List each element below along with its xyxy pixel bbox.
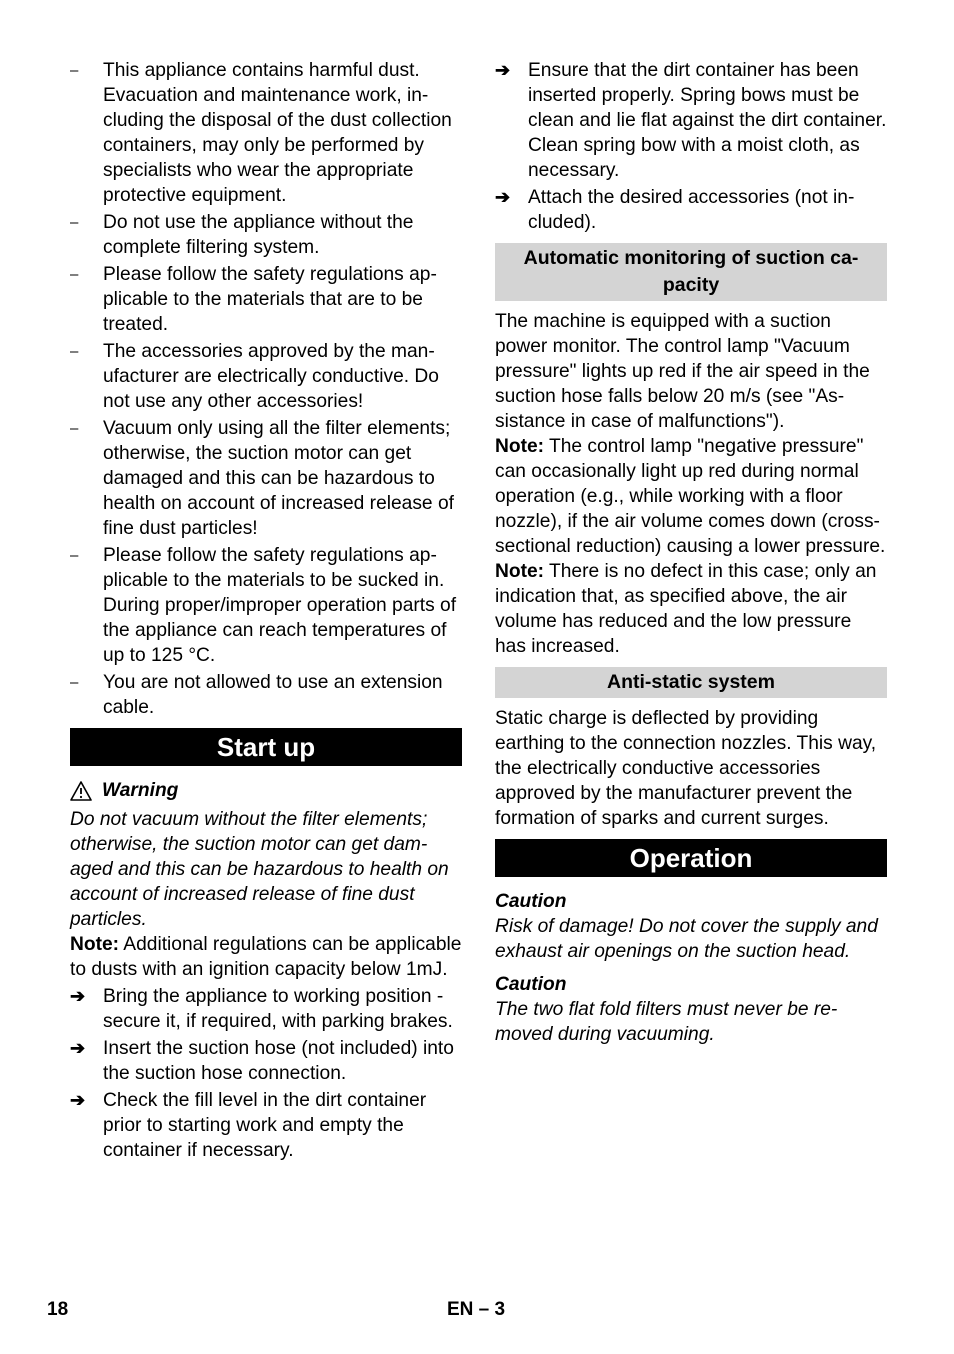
- note-paragraph: [495, 559, 887, 659]
- caution-text: Risk of damage! Do not cover the supply and exhaust air openings on the suction head.: [495, 916, 878, 962]
- list-item: [70, 210, 462, 260]
- dash-marker: –: [70, 547, 79, 564]
- caution-text: The two flat fold filters must never be removed during vacuuming.: [495, 999, 838, 1045]
- list-item-text: Attach the desired accessories (not included).: [528, 187, 855, 233]
- note-label: Note:: [495, 436, 545, 457]
- list-item: [70, 543, 462, 668]
- dash-marker: –: [70, 674, 79, 691]
- list-item-text: Insert the suction hose (not included) into the suction hose connection.: [103, 1038, 454, 1084]
- dash-marker: –: [70, 214, 79, 231]
- note-paragraph: [495, 434, 887, 559]
- note-text: There is no defect in this case; only an indication that, as specified above, the air volume has reduced and the low pressure has increased.: [495, 561, 877, 657]
- list-item-text: Vacuum only using all the filter elements; otherwise, the suction motor can get damaged and this can be hazardous to health on account of increased release of fine dust particles!: [103, 418, 454, 539]
- arrow-icon: ➔: [70, 1090, 86, 1110]
- list-item-text: Check the fill level in the dirt container prior to starting work and empty the container if necessary.: [103, 1090, 427, 1161]
- caution-label: Caution: [495, 974, 567, 995]
- auto-monitoring-text: The machine is equipped with a suction power monitor. The control lamp "Vacuum pressure" lights up red if the air speed in the suction hose falls below 20 m/s (see "Assistance in case of malfunctions").: [495, 311, 870, 432]
- start-up-steps: [70, 984, 462, 1163]
- right-column: [495, 58, 887, 1047]
- auto-monitoring-heading: Automatic monitoring of suction capacity: [495, 243, 887, 301]
- start-up-steps-continued: [495, 58, 887, 235]
- list-item-text: Ensure that the dirt container has been inserted properly. Spring bows must be clean and lie flat against the dirt container. Clean spring bow with a moist cloth, as necessary.: [528, 60, 887, 181]
- warning-label-row: [70, 778, 462, 803]
- list-item: [70, 984, 462, 1034]
- left-column: [70, 58, 462, 1165]
- anti-static-heading: Anti-static system: [495, 667, 887, 698]
- warning-label: Warning: [102, 780, 179, 801]
- list-item: [495, 58, 887, 183]
- list-item-text: Bring the appliance to working position - secure it, if required, with parking brakes.: [103, 986, 453, 1032]
- list-item: [70, 58, 462, 208]
- warning-text: Do not vacuum without the filter elements; otherwise, the suction motor can get damaged and this can be hazardous to health on account of increased release of fine dust particles.: [70, 809, 449, 930]
- dash-marker: –: [70, 420, 79, 437]
- list-item-text: You are not allowed to use an extension cable.: [103, 672, 443, 718]
- note-label: Note:: [70, 934, 120, 955]
- note-text: The control lamp "negative pressure" can occasionally light up red during normal operation (e.g., while working with a floor nozzle), if the air volume comes down (cross-sectional reduction) causing a lower pressure.: [495, 436, 886, 557]
- note-paragraph: [70, 932, 462, 982]
- list-item: [70, 416, 462, 541]
- list-item: [70, 262, 462, 337]
- note-text: Additional regulations can be applicable to dusts with an ignition capacity below 1mJ.: [70, 934, 462, 980]
- list-item-text: Please follow the safety regulations applicable to the materials to be sucked in. During proper/improper operation parts of the appliance can reach temperatures of up to 125 °C.: [103, 545, 457, 666]
- list-item: [70, 1088, 462, 1163]
- list-item: [495, 185, 887, 235]
- language-page-label: EN – 3: [447, 1299, 506, 1320]
- arrow-icon: ➔: [495, 187, 511, 207]
- start-up-heading: Start up: [70, 728, 462, 766]
- warning-triangle-icon: [70, 781, 92, 801]
- note-label: Note:: [495, 561, 545, 582]
- dash-marker: –: [70, 62, 79, 79]
- safety-list: [70, 58, 462, 720]
- page-number: 18: [47, 1299, 69, 1320]
- arrow-icon: ➔: [70, 1038, 86, 1058]
- arrow-icon: ➔: [70, 986, 86, 1006]
- operation-heading: Operation: [495, 839, 887, 877]
- list-item: [70, 339, 462, 414]
- caution-label: Caution: [495, 891, 567, 912]
- dash-marker: –: [70, 266, 79, 283]
- list-item-text: This appliance contains harmful dust. Evacuation and maintenance work, including the disposal of the dust collection containers, may only be performed by specialists who wear the appropriate protective equipment.: [103, 60, 452, 206]
- list-item: [70, 670, 462, 720]
- list-item-text: Please follow the safety regulations applicable to the materials that are to be treated.: [103, 264, 437, 335]
- list-item: [70, 1036, 462, 1086]
- anti-static-text: Static charge is deflected by providing earthing to the connection nozzles. This way, the electrically conductive accessories approved by the manufacturer prevent the formation of sparks and current surges.: [495, 708, 877, 829]
- list-item-text: Do not use the appliance without the complete filtering system.: [103, 212, 414, 258]
- arrow-icon: ➔: [495, 60, 511, 80]
- dash-marker: –: [70, 343, 79, 360]
- list-item-text: The accessories approved by the manufacturer are electrically conductive. Do not use any other accessories!: [103, 341, 439, 412]
